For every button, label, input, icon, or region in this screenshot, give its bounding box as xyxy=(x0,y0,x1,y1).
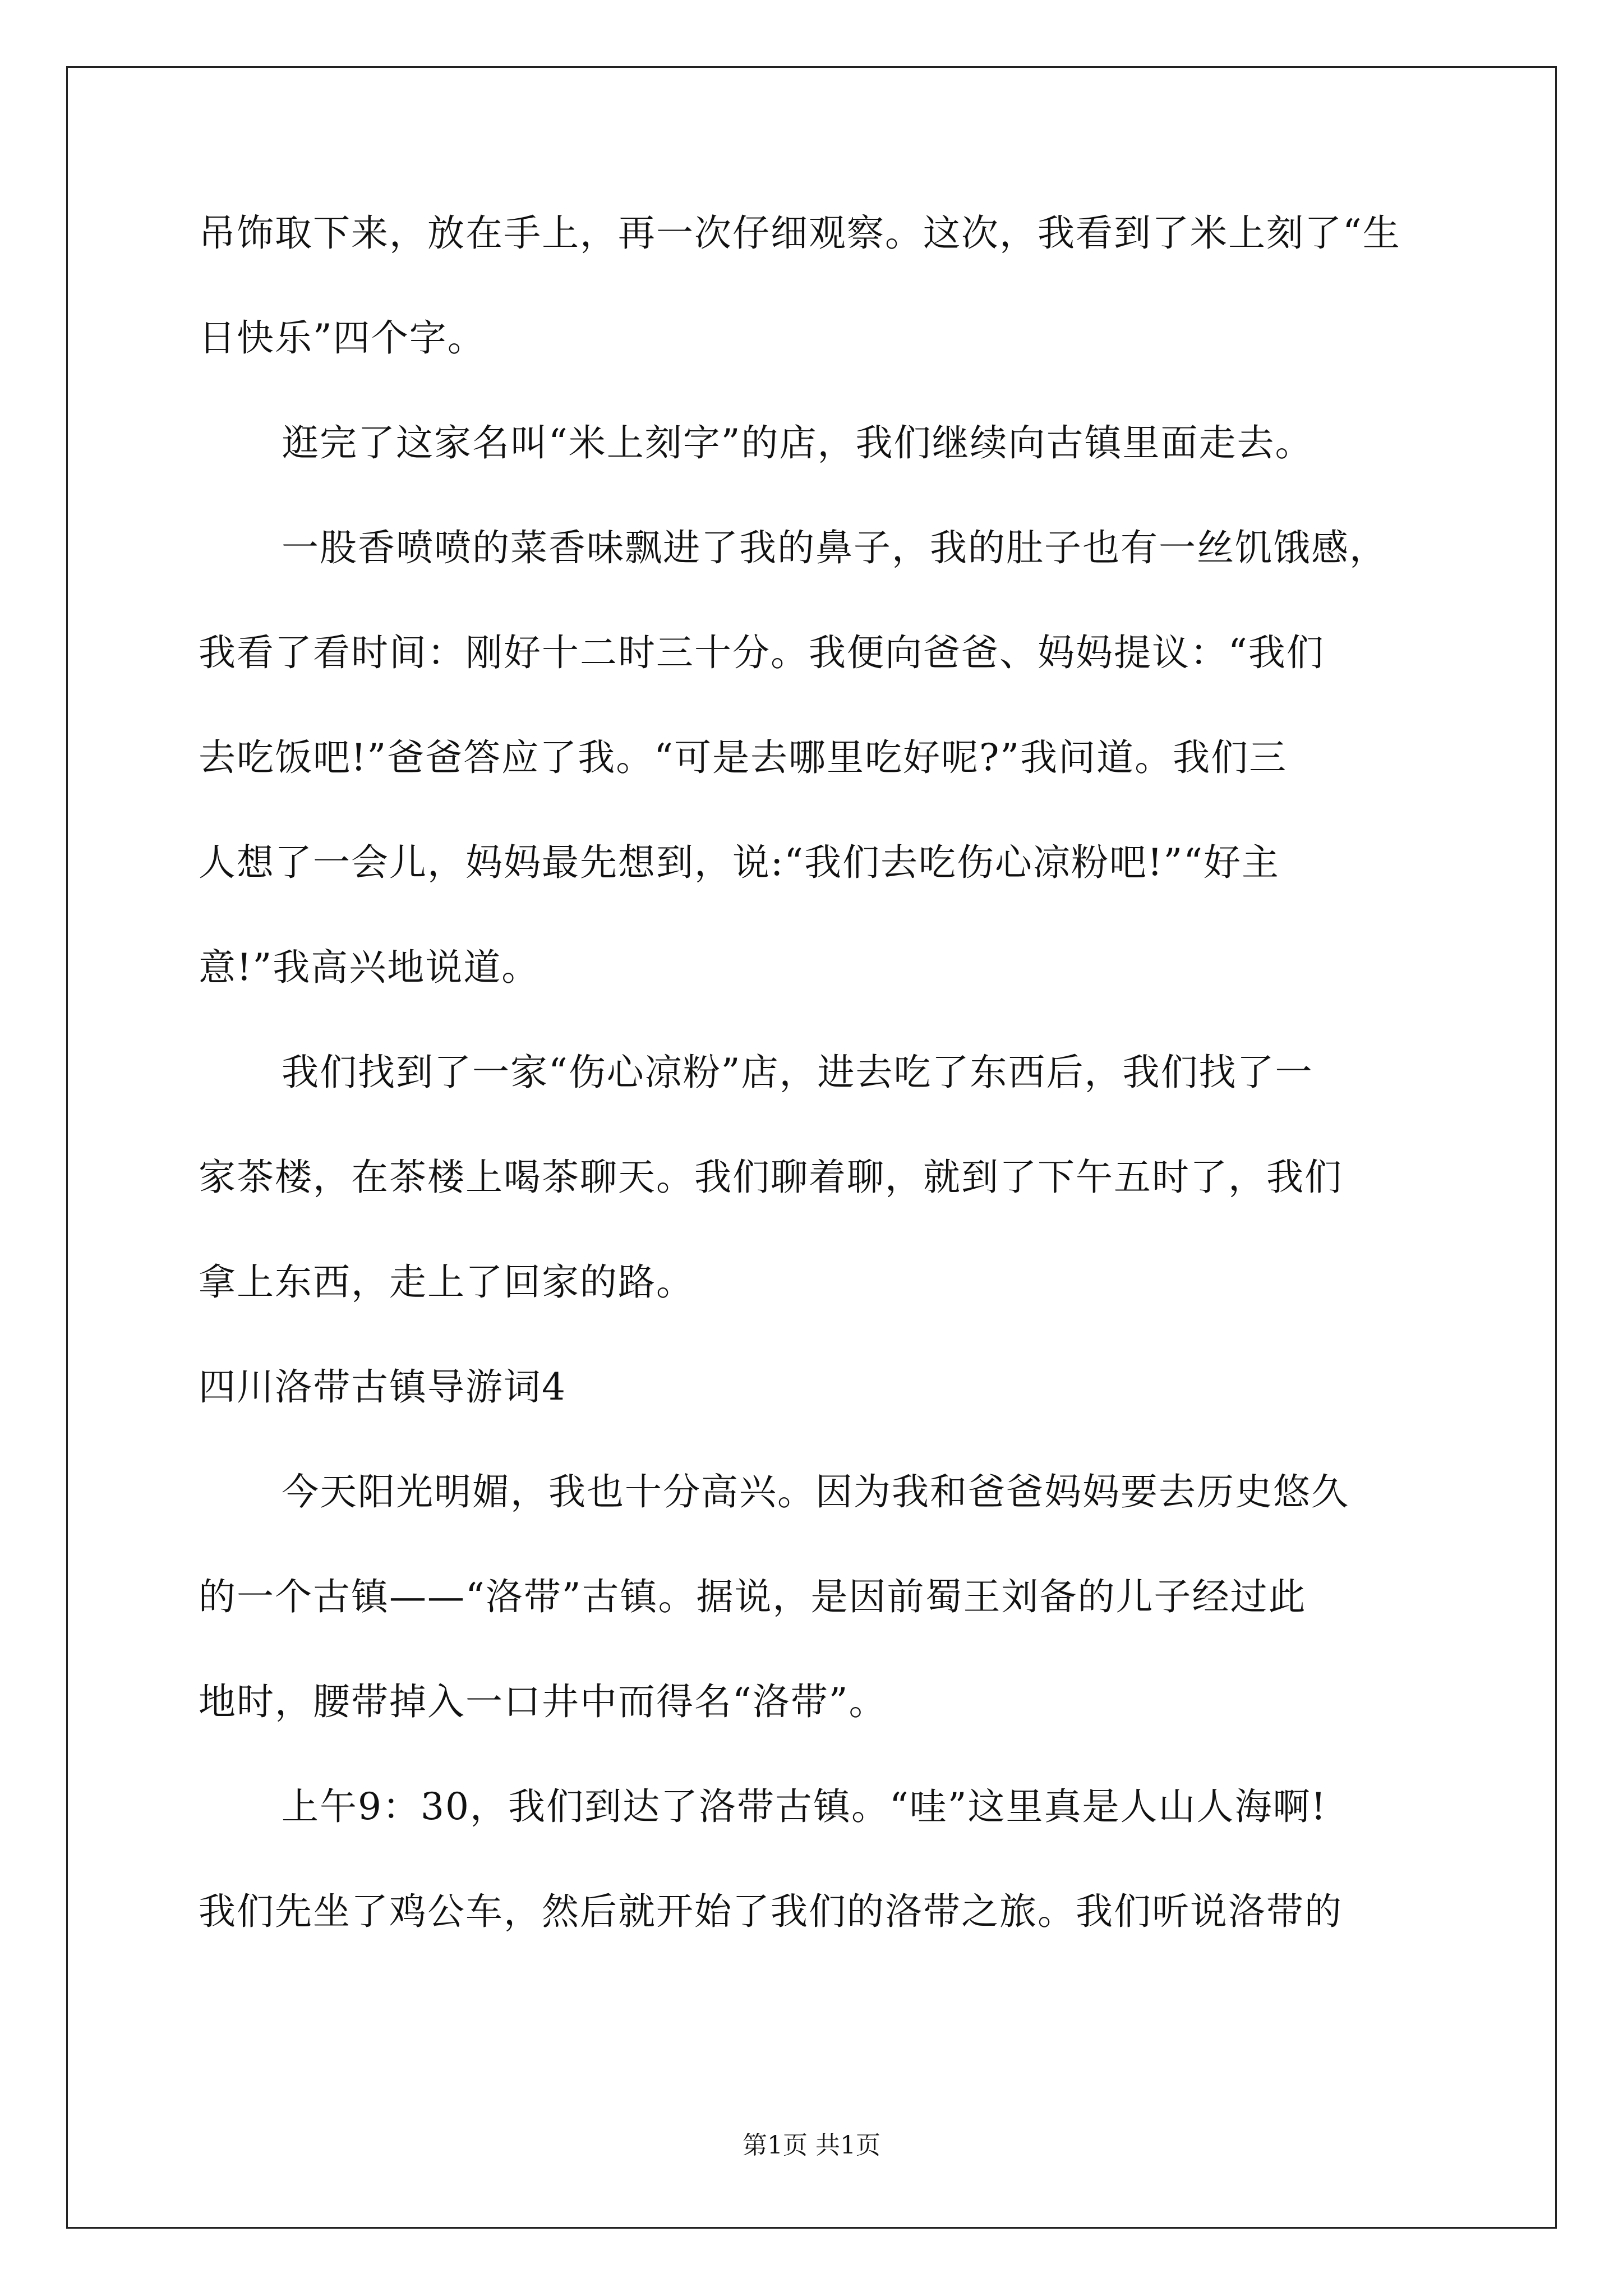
text-line: 我们先坐了鸡公车，然后就开始了我们的洛带之旅。我们听说洛带的 xyxy=(199,1890,1343,1933)
document-body xyxy=(199,213,1455,1996)
page-footer: 第1页 共1页 xyxy=(743,2131,880,2160)
text-line: 日快乐”四个字。 xyxy=(199,316,486,360)
text-line: 的一个古镇——“洛带”古镇。据说，是因前蜀王刘备的儿子经过此 xyxy=(199,1575,1307,1618)
text-line: 人想了一会儿，妈妈最先想到，说:“我们去吃伤心凉粉吧!”“好主 xyxy=(199,841,1280,884)
text-line: 我看了看时间：刚好十二时三十分。我便向爸爸、妈妈提议：“我们 xyxy=(199,631,1325,674)
text-line: 吊饰取下来，放在手上，再一次仔细观察。这次，我看到了米上刻了“生 xyxy=(199,211,1401,255)
section-heading: 四川洛带古镇导游词4 xyxy=(199,1365,566,1409)
text-line: 家茶楼，在茶楼上喝茶聊天。我们聊着聊，就到了下午五时了，我们 xyxy=(199,1156,1343,1199)
text-line: 意!”我高兴地说道。 xyxy=(199,946,540,989)
text-line: 今天阳光明媚，我也十分高兴。因为我和爸爸妈妈要去历史悠久 xyxy=(282,1470,1349,1513)
text-line: 上午9：30，我们到达了洛带古镇。“哇”这里真是人山人海啊! xyxy=(282,1785,1327,1828)
text-line: 拿上东西，走上了回家的路。 xyxy=(199,1260,694,1304)
text-line: 我们找到了一家“伤心凉粉”店，进去吃了东西后，我们找了一 xyxy=(282,1051,1313,1094)
text-line: 去吃饭吧!”爸爸答应了我。“可是去哪里吃好呢?”我问道。我们三 xyxy=(199,736,1288,779)
text-line: 地时，腰带掉入一口井中而得名“洛带”。 xyxy=(199,1680,887,1723)
text-line: 一股香喷喷的菜香味飘进了我的鼻子，我的肚子也有一丝饥饿感， xyxy=(282,526,1387,569)
text-line: 逛完了这家名叫“米上刻字”的店，我们继续向古镇里面走去。 xyxy=(282,421,1313,464)
